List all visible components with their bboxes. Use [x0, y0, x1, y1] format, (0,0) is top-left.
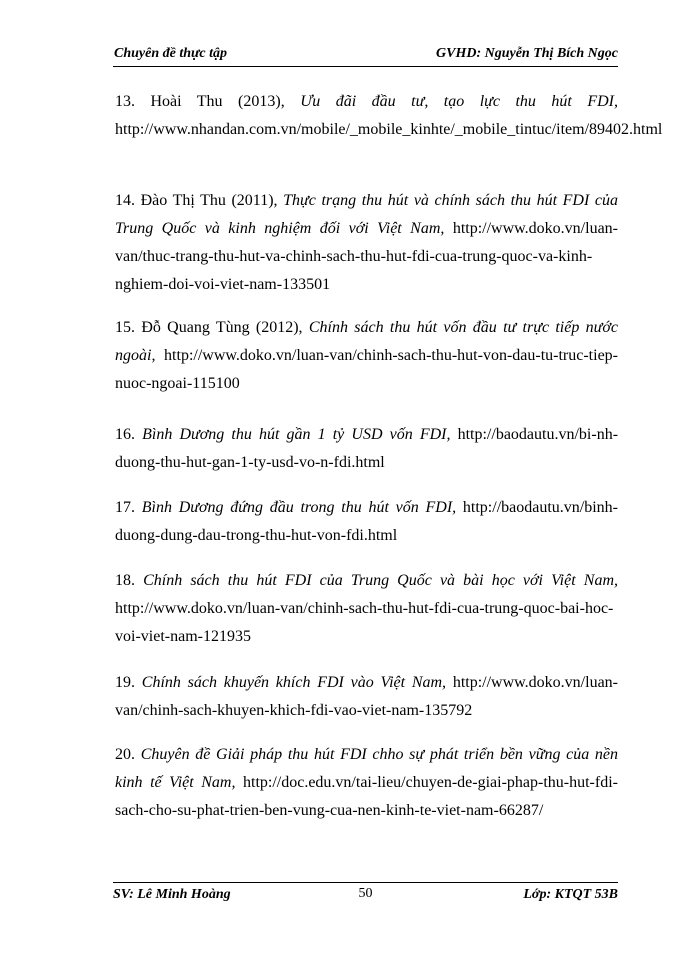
reference-title: Ưu đãi đầu tư, tạo lực thu hút FDI, — [300, 93, 618, 110]
header-left-title: Chuyên đề thực tập — [114, 46, 228, 61]
reference-title: Chính sách khuyến khích FDI vào Việt Nam, — [141, 674, 447, 691]
header-right-supervisor: GVHD: Nguyễn Thị Bích Ngọc — [436, 46, 618, 61]
reference-item — [115, 88, 663, 144]
reference-item — [115, 187, 618, 299]
reference-item — [115, 567, 618, 651]
reference-number: 20. — [115, 746, 135, 763]
reference-url[interactable]: http://www.doko.vn/luan-van/thuc-trang-thu-hut-va-chinh-sach-thu-hut-fdi-cua-trung-quoc-va-kinh-nghiem-doi-voi-viet-nam-133501 — [115, 220, 619, 293]
reference-url[interactable]: http://baodautu.vn/bi-nh-duong-thu-hut-gan-1-ty-usd-vo-n-fdi.html — [115, 426, 619, 471]
reference-title: Bình Dương thu hút gần 1 tỷ USD vốn FDI, — [142, 426, 451, 443]
reference-title: Chính sách thu hút vốn đầu tư trực tiếp nước ngoài, — [115, 319, 619, 364]
page-footer — [113, 882, 618, 907]
reference-item — [115, 421, 618, 477]
reference-prefix: Đỗ Quang Tùng (2012), — [141, 319, 309, 336]
reference-url[interactable]: http://www.doko.vn/luan-van/chinh-sach-thu-hut-von-dau-tu-truc-tiep-nuoc-ngoai-115100 — [115, 347, 618, 392]
reference-item — [115, 314, 618, 398]
reference-prefix: Đào Thị Thu (2011), — [140, 192, 284, 209]
reference-number: 13. — [115, 93, 135, 110]
reference-number: 17. — [115, 499, 135, 516]
reference-number: 18. — [115, 572, 135, 589]
reference-title: Bình Dương đứng đầu trong thu hút vốn FDI, — [141, 499, 457, 516]
reference-url[interactable]: http://www.doko.vn/luan-van/chinh-sach-khuyen-khich-fdi-vao-viet-nam-135792 — [115, 674, 618, 719]
reference-title: Chuyên đề Giải pháp thu hút FDI chho sự phát triển bền vững của nền kinh tế Việt Nam, — [115, 746, 619, 791]
reference-item — [115, 669, 618, 725]
reference-item — [115, 494, 618, 550]
reference-number: 15. — [115, 319, 135, 336]
reference-url[interactable]: http://www.doko.vn/luan-van/chinh-sach-thu-hut-fdi-cua-trung-quoc-bai-hoc-voi-viet-nam-121935 — [115, 600, 614, 645]
footer-student: SV: Lê Minh Hoàng — [113, 887, 231, 902]
reference-number: 16. — [115, 426, 135, 443]
page-header — [113, 44, 618, 67]
reference-url[interactable]: http://www.nhandan.com.vn/mobile/_mobile_kinhte/_mobile_tintuc/item/89402.html — [115, 121, 663, 138]
reference-prefix: Hoài Thu (2013), — [150, 93, 301, 110]
reference-url[interactable]: http://baodautu.vn/binh-duong-dung-dau-trong-thu-hut-von-fdi.html — [115, 499, 619, 544]
footer-class: Lớp: KTQT 53B — [523, 887, 618, 902]
reference-url[interactable]: http://doc.edu.vn/tai-lieu/chuyen-de-giai-phap-thu-hut-fdi-sach-cho-su-phat-trien-ben-vung-cua-nen-kinh-te-viet-nam-66287/ — [115, 774, 618, 819]
page-number: 50 — [358, 886, 373, 901]
reference-number: 19. — [115, 674, 135, 691]
reference-title: Thực trạng thu hút và chính sách thu hút FDI của Trung Quốc và kinh nghiệm đối với Việt Nam, — [115, 192, 619, 237]
reference-item — [115, 741, 618, 825]
reference-number: 14. — [115, 192, 135, 209]
reference-title: Chính sách thu hút FDI của Trung Quốc và bài học với Việt Nam, — [143, 572, 619, 589]
